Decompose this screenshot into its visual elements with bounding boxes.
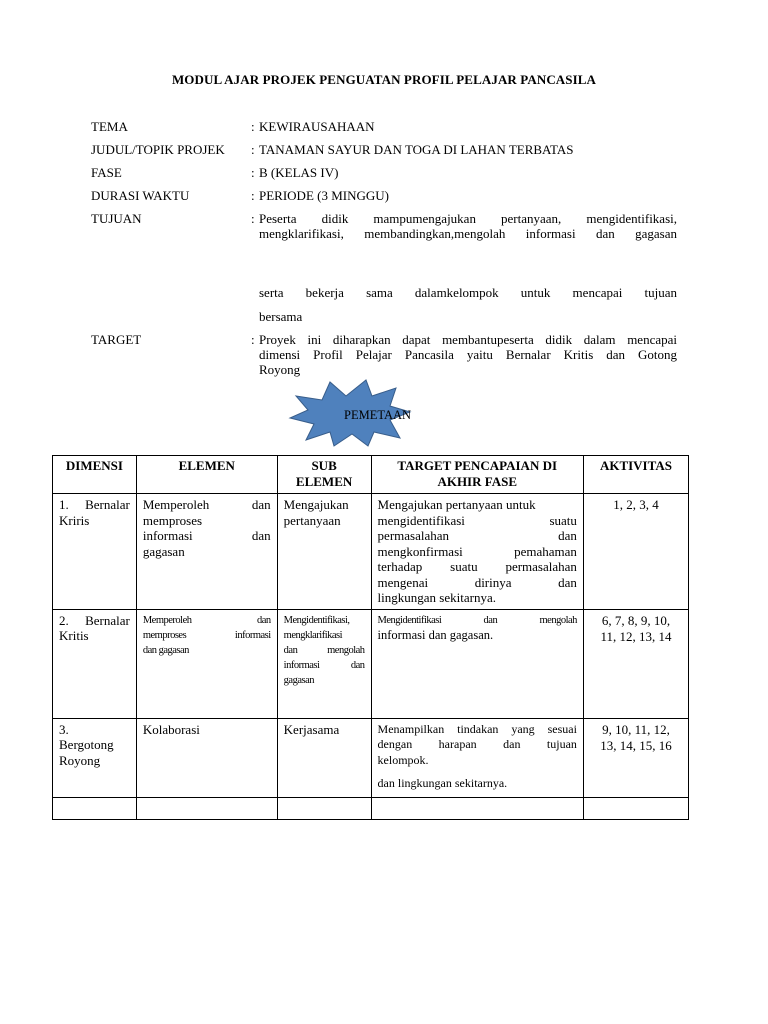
row2-elemen — [136, 609, 277, 718]
row3-target — [371, 718, 583, 797]
tujuan-colon: : — [251, 211, 255, 226]
row3-dimensi — [53, 718, 137, 797]
durasi-colon: : — [251, 188, 255, 203]
fase-label: FASE — [91, 165, 122, 180]
row1-target-line-4: mengkonfirmasi pemahaman — [377, 543, 577, 559]
row3-dimensi-line-2: Bergotong — [59, 737, 114, 752]
row2-aktivitas-line-1: 6, 7, 8, 9, 10, — [601, 612, 671, 628]
row1-target-line-5: terhadap suatu permasalahan — [377, 559, 577, 574]
row1-dimensi — [53, 494, 137, 610]
row1-sub-elemen — [277, 494, 371, 610]
row1-target-line-3: permasalahan dan — [377, 528, 577, 543]
row1-target — [371, 494, 583, 610]
empty-cell — [277, 797, 371, 819]
table-row — [53, 609, 689, 718]
tujuan-line-2: mengklarifikasi, membandingkan,mengolah informasi dan gagasan — [259, 226, 677, 241]
target-line-1: Proyek ini diharapkan dapat membantupeserta didik dalam mencapai — [259, 332, 677, 347]
row1-elemen-line-1: Memperoleh dan — [142, 497, 271, 512]
row1-target-line-7: lingkungan sekitarnya. — [377, 590, 496, 605]
durasi-label: DURASI WAKTU — [91, 188, 190, 203]
row2-elemen-line-2: memproses informasi — [142, 629, 271, 641]
fase-colon: : — [251, 165, 255, 180]
tujuan-line-4: bersama — [259, 309, 303, 324]
row1-aktivitas: 1, 2, 3, 4 — [583, 494, 688, 610]
row2-aktivitas — [583, 609, 688, 718]
row3-target-line-2: dengan harapan dan tujuan — [377, 737, 577, 751]
row1-elemen-line-3: informasi dan — [142, 528, 271, 543]
header-dimensi: DIMENSI — [53, 456, 137, 494]
document-title: MODUL AJAR PROJEK PENGUATAN PROFIL PELAJAR PANCASILA — [171, 72, 597, 87]
table-row — [53, 718, 689, 797]
row3-target-line-1: Menampilkan tindakan yang sesuai — [377, 721, 577, 736]
row2-sub-elemen — [277, 609, 371, 718]
row2-sub-line-3: dan mengolah — [283, 644, 365, 656]
row1-target-line-2: mengidentifikasi suatu — [377, 512, 577, 528]
tema-label: TEMA — [91, 119, 128, 134]
row2-sub-line-4: informasi dan — [283, 659, 365, 671]
row1-sub-line-2: pertanyaan — [283, 512, 341, 528]
empty-cell — [53, 797, 137, 819]
table-row-empty — [53, 797, 689, 819]
row2-target — [371, 609, 583, 718]
row2-dimensi — [53, 609, 137, 718]
row1-dimensi-line-1: 1. Bernalar — [59, 497, 130, 512]
table-header-row — [53, 456, 689, 494]
tujuan-line-1: Peserta didik mampumengajukan pertanyaan, mengidentifikasi, — [259, 211, 677, 226]
header-target — [371, 456, 583, 494]
header-sub-elemen-line-1: SUB — [311, 458, 337, 473]
target-colon: : — [251, 332, 255, 347]
tema-colon: : — [251, 119, 255, 134]
row1-target-line-6: mengenai dirinya dan — [377, 574, 577, 590]
row1-sub-line-1: Mengajukan — [283, 497, 349, 512]
row3-sub-elemen: Kerjasama — [277, 718, 371, 797]
row3-elemen: Kolaborasi — [136, 718, 277, 797]
row3-dimensi-line-1: 3. — [59, 721, 69, 737]
durasi-value: PERIODE (3 MINGGU) — [259, 188, 389, 203]
header-sub-elemen — [277, 456, 371, 494]
row2-elemen-line-1: Memperoleh dan — [142, 614, 271, 626]
row3-dimensi-line-3: Royong — [59, 752, 101, 768]
empty-cell — [371, 797, 583, 819]
row2-target-line-2: informasi dan gagasan. — [377, 627, 494, 642]
row3-target-line-4: dan lingkungan sekitarnya. — [377, 776, 508, 790]
fase-value: B (KELAS IV) — [259, 165, 339, 180]
header-elemen: ELEMEN — [136, 456, 277, 494]
empty-cell — [583, 797, 688, 819]
header-sub-elemen-line-2: ELEMEN — [295, 474, 353, 489]
header-aktivitas: AKTIVITAS — [583, 456, 688, 494]
table-row — [53, 494, 689, 610]
tema-value: KEWIRAUSAHAAN — [259, 119, 375, 134]
row2-sub-line-1: Mengidentifikasi, — [283, 614, 350, 626]
row1-dimensi-line-2: Kriris — [59, 512, 90, 528]
target-line-2: dimensi Profil Pelajar Pancasila yaitu Bernalar Kritis dan Gotong — [259, 347, 677, 362]
target-value — [259, 332, 677, 377]
tujuan-value-cont — [259, 285, 677, 324]
tujuan-value — [259, 211, 677, 241]
row2-elemen-line-3: dan gagasan — [142, 644, 189, 656]
pemetaan-table — [52, 455, 689, 820]
empty-cell — [136, 797, 277, 819]
row2-aktivitas-line-2: 11, 12, 13, 14 — [600, 628, 672, 644]
row3-target-line-3: kelompok. — [377, 752, 429, 767]
row1-elemen-line-2: memproses — [142, 512, 203, 528]
judul-label: JUDUL/TOPIK PROJEK — [91, 142, 225, 157]
header-target-line-2: AKHIR FASE — [437, 474, 518, 489]
tujuan-label: TUJUAN — [91, 211, 142, 226]
row1-elemen — [136, 494, 277, 610]
judul-value: TANAMAN SAYUR DAN TOGA DI LAHAN TERBATAS — [259, 142, 574, 157]
row1-target-line-1: Mengajukan pertanyaan untuk — [377, 497, 536, 512]
target-line-3: Royong — [259, 362, 301, 377]
target-label: TARGET — [91, 332, 142, 347]
row3-aktivitas — [583, 718, 688, 797]
row3-aktivitas-line-2: 13, 14, 15, 16 — [600, 737, 672, 753]
row2-target-line-1: Mengidentifikasi dan mengolah — [377, 614, 577, 626]
pemetaan-label: PEMETAAN — [344, 408, 412, 422]
header-target-line-1: TARGET PENCAPAIAN DI — [397, 458, 558, 473]
row1-elemen-line-4: gagasan — [142, 543, 185, 559]
row2-dimensi-line-2: Kritis — [59, 628, 89, 643]
row3-aktivitas-line-1: 9, 10, 11, 12, — [602, 721, 670, 737]
judul-colon: : — [251, 142, 255, 157]
row2-sub-line-5: gagasan — [283, 674, 314, 686]
row2-sub-line-2: mengklarifikasi — [283, 629, 343, 641]
tujuan-line-3: serta bekerja sama dalamkelompok untuk mencapai tujuan — [259, 285, 677, 300]
row2-dimensi-line-1: 2. Bernalar — [59, 612, 130, 628]
